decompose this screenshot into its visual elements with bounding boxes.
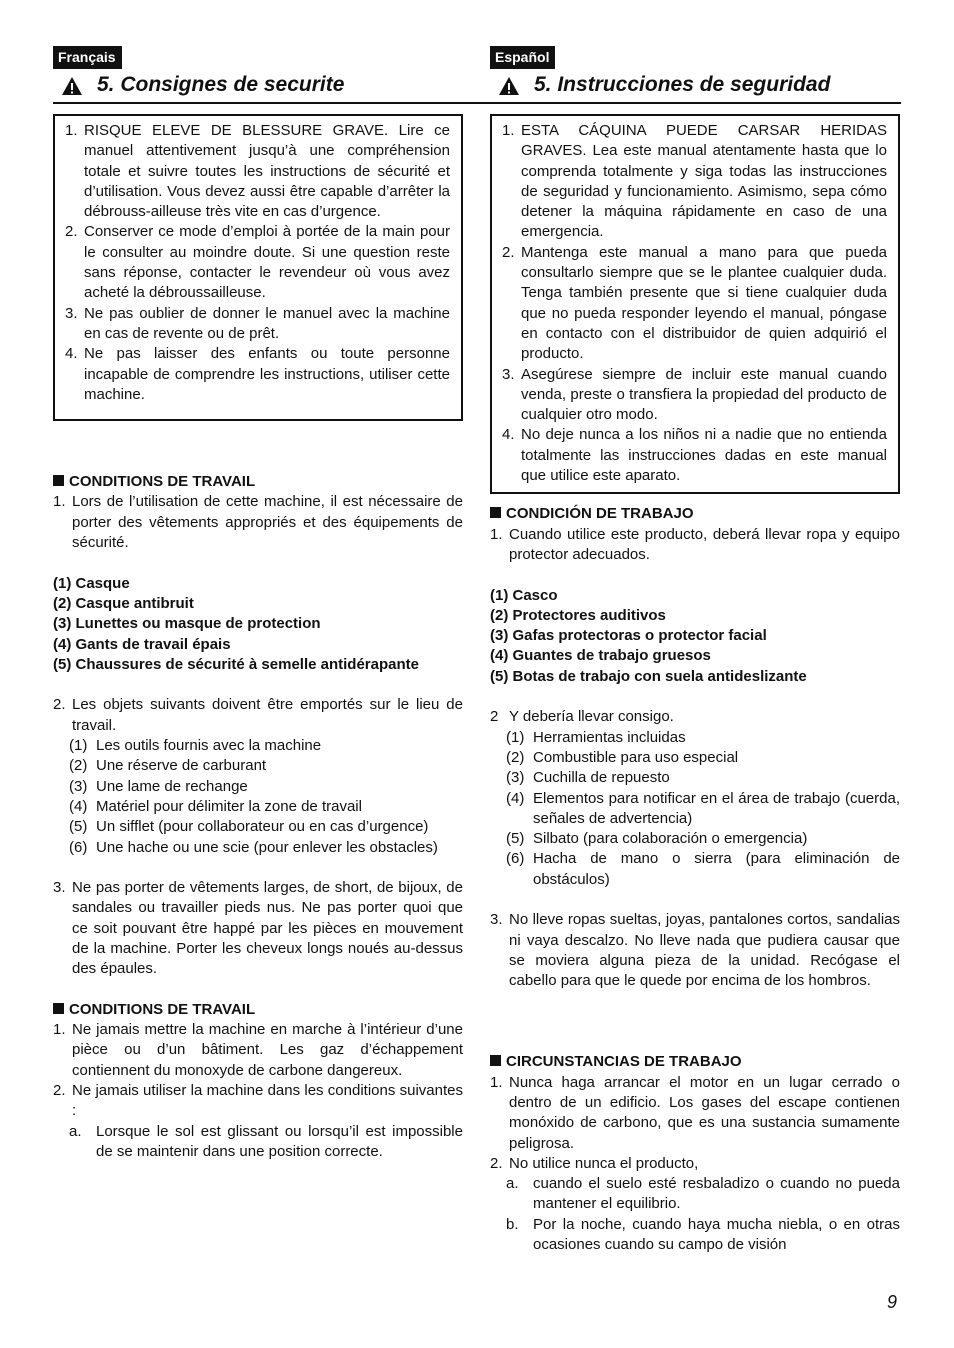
list-item: (3) Une lame de rechange xyxy=(69,777,248,795)
paragraph: 2. Les objets suivants doivent être emportés sur le lieu de travail. xyxy=(53,696,463,734)
warning-box-spanish xyxy=(490,114,900,494)
spanish-column xyxy=(490,46,900,1255)
equipment-item: (2) Casque antibruit xyxy=(53,594,194,612)
equipment-item: (4) Gants de travail épais xyxy=(53,635,231,653)
language-tab-french: Français xyxy=(53,46,122,69)
heading-work-conditions-2: CONDITIONS DE TRAVAIL xyxy=(53,1000,463,1020)
equipment-item: (1) Casque xyxy=(53,574,130,592)
french-column xyxy=(53,46,463,1162)
equipment-item: (3) Gafas protectoras o protector facial xyxy=(490,627,767,645)
equipment-item: (3) Lunettes ou masque de protection xyxy=(53,615,321,633)
list-item: (2) Combustible para uso especial xyxy=(506,748,739,766)
section-title-spanish: 5. Instrucciones de seguridad xyxy=(490,69,900,104)
list-item: (2) Une réserve de carburant xyxy=(69,757,267,775)
paragraph: 3. Ne pas porter de vêtements larges, de short, de bijoux, de sandales ou travailler pieds nus. Ne pas porter quoi que ce soit pouvant être happé par les pièces en mouvement de la machine. Porter les cheveux longs noués au-dessus des épaules. xyxy=(53,879,463,978)
list-item: (1) Herramientas incluidas xyxy=(506,728,686,746)
paragraph: 1. Ne jamais mettre la machine en marche à l’intérieur d’une pièce ou d’un bâtiment. Les gaz d’échappement contiennent du monoxyde de carbone dangereux. xyxy=(53,1021,463,1079)
warning-box-french xyxy=(53,114,463,421)
list-item: (5) Silbato (para colaboración o emergencia) xyxy=(506,830,808,848)
language-tab-spanish: Español xyxy=(490,46,555,69)
heading-work-condition: CONDICIÓN DE TRABAJO xyxy=(490,504,900,524)
list-item: (4) Matériel pour délimiter la zone de travail xyxy=(69,797,362,815)
list-item: 3. Ne pas oublier de donner le manuel avec la machine en cas de revente ou de prêt. xyxy=(65,304,450,342)
warning-icon xyxy=(498,76,520,96)
equipment-item: (1) Casco xyxy=(490,586,558,604)
list-item: a. Lorsque le sol est glissant ou lorsqu’il est impossible de se maintenir dans une position correcte. xyxy=(69,1122,463,1160)
paragraph: 1. Nunca haga arrancar el motor en un lugar cerrado o dentro de un edificio. Los gases del escape contienen monóxido de carbono, que es una sustancia sumamente peligrosa. xyxy=(490,1073,900,1152)
paragraph: 2. No utilice nunca el producto, xyxy=(490,1154,699,1172)
paragraph: 1. Lors de l’utilisation de cette machine, il est nécessaire de porter des vêtements appropriés et des équipements de sécurité. xyxy=(53,493,463,552)
paragraph: 2. Ne jamais utiliser la machine dans les conditions suivantes : xyxy=(53,1082,463,1120)
list-item: (4) Elementos para notificar en el área de trabajo (cuerda, señales de advertencia) xyxy=(506,789,900,827)
paragraph: 1. Cuando utilice este producto, deberá llevar ropa y equipo protector adecuados. xyxy=(490,525,900,563)
list-item: 1. ESTA CÁQUINA PUEDE CARSAR HERIDAS GRAVES. Lea este manual atentamente hasta que lo comprenda totalmente y siga todas las instrucciones de seguridad y funcionamiento. Asimismo, sepa cómo detener la máquina rápidamente en caso de una emergencia. xyxy=(502,122,887,241)
heading-work-circumstances: CIRCUNSTANCIAS DE TRABAJO xyxy=(490,1052,900,1072)
paragraph: 3. No lleve ropas sueltas, joyas, pantalones cortos, sandalias ni vaya descalzo. No lleve nada que pudiera causar que se moviera alguna pieza de la unidad. Recógase el cabello para que le quede por encima de los hombros. xyxy=(490,911,900,990)
list-item: 1. RISQUE ELEVE DE BLESSURE GRAVE. Lire ce manuel attentivement jusqu’à une compréhension totale et suivre toutes les instructions de sécurité et d’utilisation. Vous devez aussi être capable d’arrêter la débrouss-ailleuse très vite en cas d’urgence. xyxy=(65,122,450,221)
equipment-item: (5) Botas de trabajo con suela antideslizante xyxy=(490,667,807,685)
equipment-item: (4) Guantes de trabajo gruesos xyxy=(490,647,711,665)
paragraph: 2 Y debería llevar consigo. xyxy=(490,708,674,726)
page-number: 9 xyxy=(887,1292,898,1312)
list-item: (1) Les outils fournis avec la machine xyxy=(69,737,322,755)
list-item: a. cuando el suelo esté resbaladizo o cuando no pueda mantener el equilibrio. xyxy=(506,1175,900,1213)
list-item: 4. Ne pas laisser des enfants ou toute personne incapable de comprendre les instructions, utiliser cette machine. xyxy=(65,345,450,403)
list-item: (5) Un sifflet (pour collaborateur ou en cas d’urgence) xyxy=(69,818,429,836)
list-item: (3) Cuchilla de repuesto xyxy=(506,769,670,787)
list-item: (6) Hacha de mano o sierra (para eliminación de obstáculos) xyxy=(506,850,900,888)
list-item: 2. Mantenga este manual a mano para que pueda consultarlo siempre que se le plantee cualquier duda. Tenga también presente que si tiene cualquier duda que no pueda responder leyendo el manual, póngase en contacto con el distribuidor de quien adquirió el producto. xyxy=(502,243,887,363)
list-item: 4. No deje nunca a los niños ni a nadie que no entienda totalmente las instrucciones dadas en este manual que utilice este aparato. xyxy=(502,426,887,485)
list-item: b. Por la noche, cuando haya mucha niebla, o en otras ocasiones cuando su campo de visión xyxy=(506,1215,900,1254)
heading-work-conditions: CONDITIONS DE TRAVAIL xyxy=(53,472,463,492)
equipment-item: (5) Chaussures de sécurité à semelle antidérapante xyxy=(53,655,419,673)
list-item: 2. Conserver ce mode d’emploi à portée de la main pour le consulter au moindre doute. Si une question reste sans réponse, contacter le revendeur où vous avez acheté la débroussailleuse. xyxy=(65,223,450,302)
equipment-item: (2) Protectores auditivos xyxy=(490,606,666,624)
list-item: 3. Asegúrese siempre de incluir este manual cuando venda, preste o transfiera la propiedad del producto de cualquier otro modo. xyxy=(502,365,887,424)
list-item: (6) Une hache ou une scie (pour enlever les obstacles) xyxy=(69,838,438,856)
section-title-french: 5. Consignes de securite xyxy=(53,69,901,104)
warning-icon xyxy=(61,76,83,96)
